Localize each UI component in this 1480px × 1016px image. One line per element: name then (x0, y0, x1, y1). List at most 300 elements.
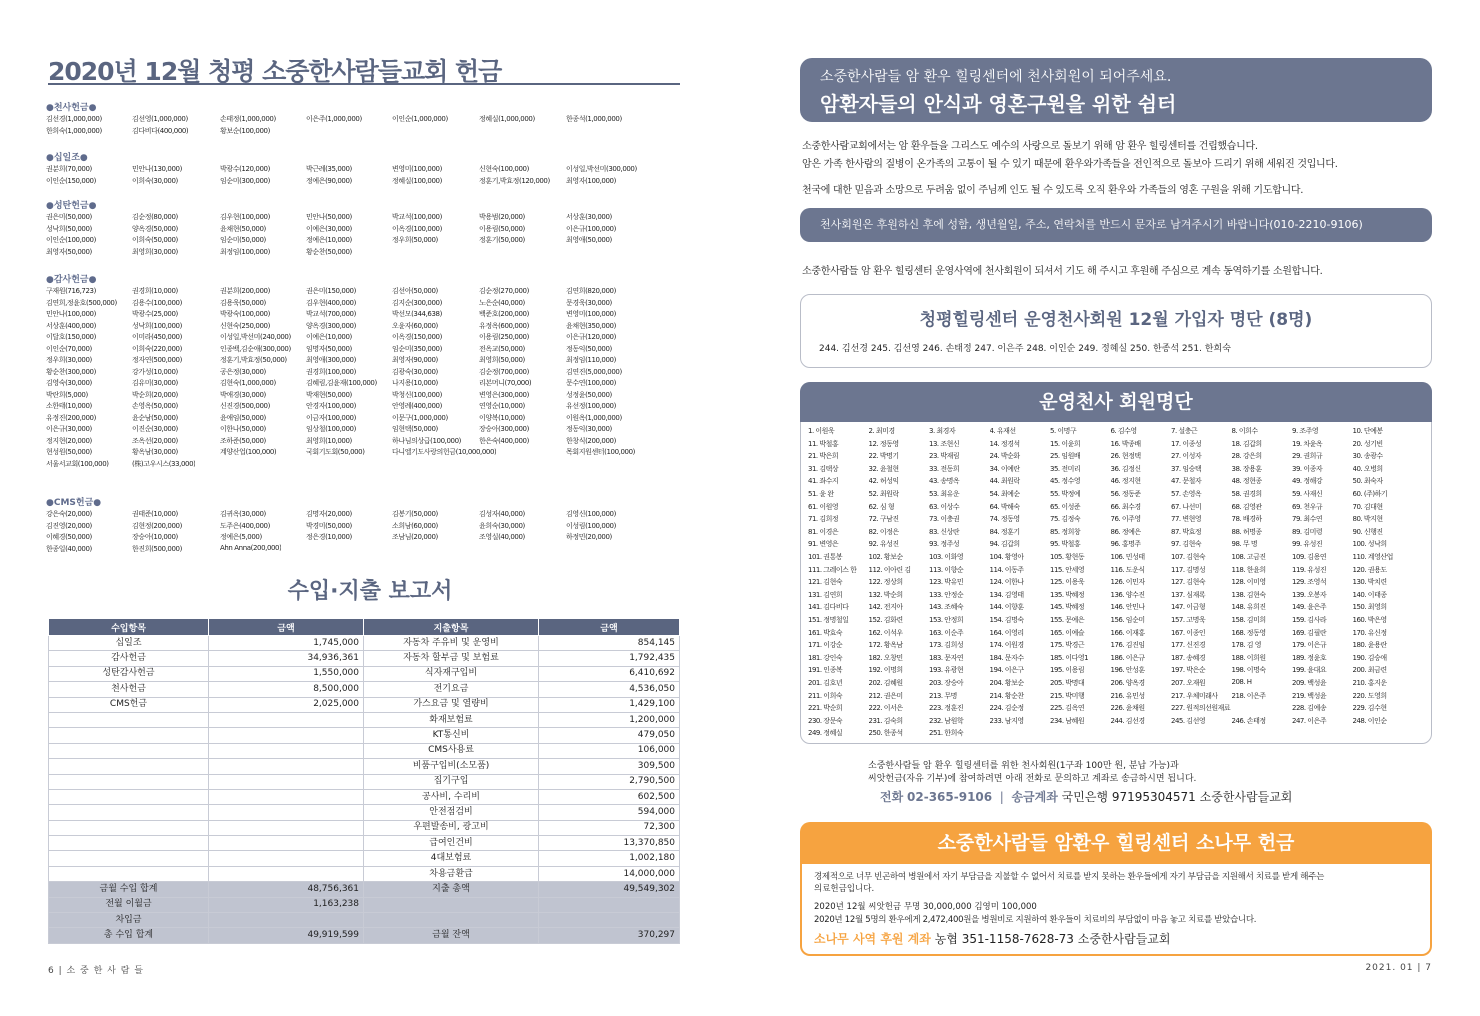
table-cell (539, 913, 680, 928)
member-entry: 173. 김희성 (929, 641, 964, 650)
member-entry: 171. 이강순 (808, 641, 843, 650)
table-cell: 1,550,000 (209, 666, 364, 681)
offering-entry: 한종일(40,000) (46, 544, 92, 553)
member-entry: 228. 김예송 (1292, 704, 1327, 713)
offering-entry: 양옥경(300,000) (306, 321, 356, 330)
table-cell (209, 805, 364, 820)
member-entry: 7. 설충근 (1171, 427, 1198, 435)
col-income-item: 수입항목 (49, 619, 209, 636)
member-entry: 109. 김용연 (1292, 553, 1327, 561)
offering-entry: 김성자(40,000) (479, 510, 525, 518)
offering-row (46, 378, 686, 389)
table-cell: 안전점검비 (364, 805, 539, 820)
table-cell: 34,936,361 (209, 651, 364, 666)
table-cell (49, 712, 209, 727)
member-entry: 123. 박유민 (929, 578, 964, 587)
member-entry: 58. 권경희 (1231, 490, 1262, 498)
offering-entry: 이은주(1,000,000) (306, 115, 362, 123)
member-entry: 246. 손태정 (1231, 716, 1266, 725)
offering-entry: 정훈기(50,000) (479, 236, 525, 244)
member-entry: 26. 현정택 (1110, 452, 1141, 461)
table-cell: 천사헌금 (49, 682, 209, 697)
offering-entry: 정혜실(1,000,000) (479, 115, 535, 123)
offering-entry: 권은미(150,000) (306, 287, 356, 295)
offering-category: ●성탄헌금● (46, 201, 97, 211)
offering-entry: 신현숙(250,000) (220, 321, 270, 330)
member-entry: 65. 이성준 (1050, 502, 1081, 511)
member-entry: 165. 이예슬 (1050, 628, 1085, 637)
offering-entry: 민안나(100,000) (46, 310, 96, 318)
member-entry: 234. 남혜원 (1050, 716, 1085, 725)
offering-entry: 한종석(1,000,000) (566, 115, 622, 123)
member-entry: 41. 좌수지 (808, 477, 839, 486)
offering-entry: 김연진(5,000,000) (566, 367, 622, 376)
member-entry: 37. 임승택 (1171, 464, 1202, 473)
table-row (49, 774, 680, 789)
offering-entry: 박순희(20,000) (132, 390, 178, 399)
offering-row (46, 309, 686, 320)
offering-entry: 김순정(80,000) (132, 213, 178, 221)
member-entry: 159. 김사라 (1292, 616, 1327, 624)
member-entry: 62. 심 형 (868, 502, 895, 511)
table-row (49, 882, 680, 897)
table-cell: 14,000,000 (539, 866, 680, 881)
offering-entry: 최영희(50,000) (479, 356, 525, 364)
member-entry: 21. 박은희 (808, 452, 839, 461)
offering-entry: 이용림(50,000) (479, 224, 525, 233)
member-entry: 105. 황현동 (1050, 553, 1085, 561)
offering-entry: 변영미(100,000) (392, 165, 442, 173)
table-cell (209, 866, 364, 881)
table-cell: 차용금환급 (364, 866, 539, 881)
col-expense-item: 지출항목 (364, 619, 539, 636)
offering-entry: 김광숙(30,000) (392, 367, 438, 376)
table-row (49, 928, 680, 943)
member-entry: 6. 김수영 (1110, 427, 1137, 435)
offering-entry: 이은규(100,000) (566, 224, 616, 233)
member-entry: 77. 변현영 (1171, 515, 1202, 524)
member-entry: 96. 홍명주 (1110, 540, 1141, 549)
offering-row (46, 224, 686, 235)
member-entry: 187. 송혜경 (1171, 653, 1206, 662)
member-entry: 130. 박치련 (1352, 578, 1387, 587)
offering-entry: 목회지원센터(100,000) (566, 448, 635, 456)
offering-entry: 박광수(120,000) (220, 165, 270, 173)
member-entry: 122. 정상희 (868, 578, 903, 587)
member-entry: 53. 최유운 (929, 490, 960, 498)
member-entry: 3. 최경자 (929, 427, 956, 435)
member-entry: 163. 이순주 (929, 628, 964, 637)
offering-entry: 서상훈(400,000) (46, 321, 96, 330)
member-entry: 70. 김대현 (1352, 502, 1383, 511)
table-cell: 십일조 (49, 636, 209, 651)
member-entry: 152. 김화련 (868, 616, 903, 624)
member-entry: 233. 남지영 (989, 716, 1024, 725)
offering-entry: 권경희(100,000) (306, 367, 356, 376)
member-entry: 189. 정윤호 (1292, 653, 1327, 662)
contact-line (880, 788, 1292, 805)
member-entry: 210. 홍지운 (1352, 679, 1387, 687)
table-cell: 8,500,000 (209, 682, 364, 697)
offering-entry: 문경욱(30,000) (566, 298, 612, 307)
member-entry: 140. 이태종 (1352, 590, 1387, 599)
offering-entry: 김유미(30,000) (132, 379, 178, 387)
member-entry: 135. 박혜정 (1050, 590, 1085, 599)
offering-entry: 이예은(10,000) (306, 333, 352, 341)
table-cell: 가스요금 및 열량비 (364, 697, 539, 712)
member-entry: 67. 나선미 (1171, 502, 1202, 511)
offering-entry: 최영희(10,000) (306, 436, 352, 445)
offering-entry: 윤채현(50,000) (220, 224, 266, 233)
offering-row (46, 114, 686, 125)
table-cell: 1,002,180 (539, 851, 680, 866)
member-entry: 73. 이충권 (929, 515, 960, 524)
offering-entry: 인종백,김순애(300,000) (220, 344, 291, 353)
offering-entry: 손태정(1,000,000) (220, 115, 276, 123)
member-entry: 72. 구남진 (868, 515, 899, 524)
member-entry: 23. 박재림 (929, 452, 960, 461)
account-number: 국민은행 97195304571 소중한사람들교회 (1061, 790, 1293, 804)
offering-entry: 황순찬(300,000) (46, 367, 96, 376)
member-entry: 14. 정경석 (989, 439, 1020, 448)
offering-entry: 정은경(10,000) (306, 533, 352, 541)
member-entry: 217. 우체미래사 (1171, 691, 1218, 700)
table-cell: 전월 이월금 (49, 897, 209, 912)
member-entry: 32. 윤철현 (868, 464, 899, 473)
member-entry: 149. 윤은주 (1292, 603, 1327, 612)
table-cell: 1,792,435 (539, 651, 680, 666)
member-entry: 204. 황보순 (989, 679, 1024, 687)
offering-row (46, 212, 686, 223)
table-cell: 자동차 주유비 및 운영비 (364, 636, 539, 651)
member-entry: 22. 박명기 (868, 452, 899, 461)
member-entry: 121. 김현숙 (808, 578, 843, 587)
member-entry: 50. 최숙자 (1352, 477, 1383, 486)
offering-entry: 이달호(150,000) (46, 333, 96, 341)
table-row (49, 866, 680, 881)
offering-entry: 신진경(500,000) (220, 402, 270, 410)
member-entry: 193. 유광현 (929, 666, 964, 675)
offering-entry: 김연희(820,000) (566, 287, 616, 295)
offering-entry: 최영애(300,000) (306, 356, 356, 364)
phone-label: 전화 (880, 790, 904, 804)
table-cell: 2,790,500 (539, 774, 680, 789)
new-members-title: 청평힐링센터 운영천사회원 12월 가입자 명단 (8명) (919, 310, 1313, 330)
offering-entry: 유선정(100,000) (566, 402, 616, 410)
offering-entry: 연영순(10,000) (479, 402, 525, 410)
table-row (49, 636, 680, 651)
offering-row (46, 424, 686, 435)
member-entry: 38. 장용훈 (1231, 464, 1262, 473)
offering-entry: 정자연(500,000) (132, 356, 182, 364)
member-entry: 108. 고금진 (1231, 553, 1266, 561)
member-entry: 103. 이화영 (929, 553, 964, 561)
member-entry: 60. (주)하기 (1352, 490, 1388, 498)
member-entry: 40. 오병희 (1352, 464, 1383, 473)
table-row (49, 728, 680, 743)
account-text-1: 소중한사람들 암 환우 힐링센터를 위한 천사회원(1구좌 100만 원, 분납 가능)과 (868, 761, 1179, 771)
member-entry: 133. 안정순 (929, 590, 964, 599)
offering-entry: 문수연(100,000) (566, 379, 616, 387)
table-cell (209, 789, 364, 804)
offering-entry: 박용범(20,000) (479, 213, 525, 221)
member-entry: 17. 이종성 (1171, 439, 1202, 448)
member-entry: 215. 박미행 (1050, 691, 1085, 700)
member-entry: 54. 최예순 (989, 490, 1020, 498)
offering-entry: 황옥남(30,000) (132, 448, 178, 456)
member-entry: 175. 박경근 (1050, 641, 1085, 650)
offering-row (46, 544, 686, 555)
member-entry: 84. 정훈기 (989, 527, 1020, 536)
offering-entry: 김연희,정윤호(500,000) (46, 298, 117, 307)
offering-row (46, 247, 686, 258)
member-entry: 180. 윤용란 (1352, 641, 1387, 650)
offering-entry: 박광수(25,000) (132, 310, 178, 318)
offering-entry: 조옥선(20,000) (132, 436, 178, 445)
offering-entry: 김용수(100,000) (132, 298, 182, 307)
member-entry: 102. 황보순 (868, 553, 903, 561)
offering-entry: 황순찬(50,000) (306, 247, 352, 256)
offering-entry: 박재현(50,000) (306, 390, 352, 399)
member-entry: 92. 유성진 (868, 540, 899, 549)
member-entry: 97. 김현숙 (1171, 540, 1202, 549)
member-entry: 244. 김선경 (1110, 716, 1145, 725)
member-entry: 68. 김영관 (1231, 502, 1262, 511)
member-entry: 79. 최수연 (1292, 515, 1323, 524)
phone-number: 02-365-9106 (907, 790, 993, 804)
member-entry: 128. 이미영 (1231, 578, 1266, 587)
table-cell: 602,500 (539, 789, 680, 804)
table-cell (209, 728, 364, 743)
table-cell (539, 897, 680, 912)
member-entry: 39. 이종자 (1292, 464, 1323, 473)
offering-entry: 정혜실(100,000) (392, 176, 442, 185)
table-cell: 지출 총액 (364, 882, 539, 897)
offering-row (46, 355, 686, 366)
offering-entry: 박교석(700,000) (306, 310, 356, 318)
member-entry: 59. 사재신 (1292, 490, 1323, 498)
offering-entry: 강가성(10,000) (132, 367, 178, 376)
member-entry: 95. 박철홍 (1050, 540, 1081, 549)
member-entry: 227. 원적의선원재료 (1171, 704, 1231, 713)
member-entry: 110. 계영산업 (1352, 553, 1393, 561)
table-cell: 48,756,361 (209, 882, 364, 897)
member-entry: 162. 이석우 (868, 628, 903, 637)
member-entry: 166. 이재홍 (1110, 628, 1145, 637)
offering-entry: 정우희(50,000) (392, 236, 438, 244)
member-entry: 20. 성기빈 (1352, 439, 1383, 448)
offering-entry: 김순정(270,000) (479, 287, 529, 295)
offering-entry: 정동익(30,000) (566, 425, 612, 433)
offering-row (46, 164, 686, 175)
member-entry: 185. 이다영1 (1050, 653, 1089, 662)
member-entry: 205. 박명대 (1050, 679, 1085, 687)
table-cell: 4대보험료 (364, 851, 539, 866)
member-entry: 27. 이성자 (1171, 452, 1202, 461)
table-cell: 49,919,599 (209, 928, 364, 943)
offering-entry: 김우현(100,000) (220, 213, 270, 221)
member-entry: 142. 전지아 (868, 603, 903, 612)
offering-entry: 최영자(50,000) (46, 247, 92, 256)
member-entry: 90. 신행진 (1352, 527, 1383, 536)
offering-entry: 한은숙(400,000) (479, 436, 529, 445)
offering-entry: 박경미(50,000) (306, 521, 352, 530)
member-entry: 134. 김영태 (989, 590, 1024, 599)
offering-category: ●천사헌금● (46, 103, 97, 113)
offering-entry: 이인순(100,000) (46, 236, 96, 244)
member-entry: 195. 이용림 (1050, 666, 1085, 675)
offering-entry: 김혜림,김윤재(100,000) (306, 379, 377, 387)
member-entry: 118. 한윤희 (1231, 565, 1266, 574)
member-entry: 82. 이정은 (868, 527, 899, 536)
member-entry: 44. 최원락 (989, 477, 1020, 486)
member-entry: 168. 정동영 (1231, 628, 1266, 637)
col-income-amount: 금액 (209, 619, 364, 636)
member-entry: 213. 무명 (929, 691, 957, 700)
member-entry: 51. 윤 완 (808, 490, 834, 498)
table-row (49, 697, 680, 712)
member-entry: 1. 이원욱 (808, 427, 835, 435)
offering-entry: 이성림(100,000) (566, 521, 616, 530)
table-cell: 화재보험료 (364, 712, 539, 727)
member-entry: 117. 김명성 (1171, 565, 1206, 574)
offering-entry: 김현정(200,000) (132, 521, 182, 530)
offering-entry: 공은정(30,000) (220, 367, 266, 376)
member-entry: 16. 박종배 (1110, 439, 1141, 448)
table-cell: 총 수입 합계 (49, 928, 209, 943)
member-entry: 129. 조영석 (1292, 578, 1327, 587)
table-row (49, 743, 680, 758)
table-cell (209, 820, 364, 835)
member-entry: 186. 이은규 (1110, 653, 1145, 662)
offering-category: ●CMS헌금● (46, 498, 102, 508)
offering-entry: 안영례(400,000) (392, 402, 442, 410)
offering-entry: 김명자(20,000) (306, 510, 352, 518)
member-entry: 194. 이은구 (989, 666, 1024, 675)
member-entry: 157. 고명욱 (1171, 616, 1206, 624)
member-entry: 11. 박철홍 (808, 439, 839, 448)
page-footer-right: 2021. 01 | 7 (1365, 963, 1432, 973)
offering-entry: 박근례(35,000) (306, 165, 352, 173)
offering-entry: 이성일,박선미(300,000) (566, 165, 637, 173)
offering-entry: 최영희(30,000) (132, 247, 178, 256)
member-entry: 211. 이희숙 (808, 691, 843, 700)
member-entry: 148. 유희진 (1231, 603, 1266, 612)
member-entry: 178. 김 영 (1231, 641, 1262, 650)
sonamu-title: 소중한사람들 암환우 힐링센터 소나무 헌금 (800, 822, 1432, 864)
member-entry: 199. 윤대요 (1292, 666, 1327, 675)
table-row (49, 805, 680, 820)
offering-entry: 정우희(30,000) (46, 356, 92, 364)
offering-entry: 김진영(20,000) (46, 521, 92, 530)
offering-entry: 전옥교(50,000) (479, 344, 525, 353)
intro-text-2: 암은 가족 한사람의 질병이 온가족의 고통이 될 수 있기 때문에 환우와가족들을 전인적으로 돌보아 드리기 위해 세워진 것입니다. (802, 159, 1338, 170)
table-row (49, 851, 680, 866)
member-entry: 83. 신상란 (929, 527, 960, 536)
member-entry: 251. 한희숙 (929, 729, 964, 738)
offering-entry: 소한태(10,000) (46, 402, 92, 410)
member-entry: 63. 이상수 (929, 502, 960, 511)
offering-entry: 박청신(100,000) (392, 390, 442, 399)
offering-row (46, 286, 686, 297)
sonamu-text-4: 2020년 12월 5명의 환우에게 2,472,400원을 병원비로 지원하여 환우들이 치료비의 부담없이 마음 놓고 치료를 받았습니다. (814, 915, 1257, 925)
offering-entry: 이희숙(30,000) (132, 176, 178, 185)
table-cell (209, 913, 364, 928)
offering-entry: 김선영(1,000,000) (132, 115, 188, 123)
member-entry: 153. 안정희 (929, 616, 964, 624)
table-cell (209, 851, 364, 866)
title-divider (48, 83, 680, 85)
member-entry: 156. 임순미 (1110, 616, 1145, 624)
member-entry: 47. 문철자 (1171, 477, 1202, 486)
table-cell: 72,300 (539, 820, 680, 835)
offering-entry: 김봉기(50,000) (392, 510, 438, 518)
offering-category: ●십일조● (46, 153, 88, 163)
member-entry: 98. 무 명 (1231, 540, 1258, 549)
offering-entry: 도주은(400,000) (220, 521, 270, 530)
member-entry: 78. 배경하 (1231, 515, 1262, 524)
table-cell: 감사헌금 (49, 651, 209, 666)
member-entry: 176. 김진임 (1110, 641, 1145, 650)
intro-text-4: 소중한사람들 암 환우 힐링센터 운영사역에 천사회원이 되셔서 기도 해 주시고 후원해 주심으로 계속 동역하기를 소원합니다. (802, 266, 1323, 277)
member-entry: 220. 도영희 (1352, 691, 1387, 700)
separator: | (995, 790, 1008, 804)
sonamu-text-2: 의료헌금입니다. (814, 884, 875, 894)
offering-entry: 계양산업(100,000) (220, 448, 277, 456)
member-entry: 212. 권은미 (868, 691, 903, 700)
offering-entry: 정지현(20,000) (46, 436, 92, 445)
member-entry: 167. 이종인 (1171, 628, 1206, 637)
table-cell: 6,410,692 (539, 666, 680, 681)
member-entry: 181. 강인숙 (808, 653, 843, 662)
table-cell: 비품구입비(소모품) (364, 759, 539, 774)
member-entry: 64. 박해숙 (989, 502, 1020, 511)
table-cell (364, 897, 539, 912)
offering-entry: 조남님(20,000) (392, 533, 438, 541)
table-row (49, 759, 680, 774)
member-entry: 147. 이금형 (1171, 603, 1206, 612)
offering-entry: 백준호(200,000) (479, 310, 529, 318)
member-entry: 10. 단예봉 (1352, 427, 1383, 435)
offering-entry: 국회기도회(50,000) (306, 448, 365, 456)
member-entry: 245. 김선영 (1171, 716, 1206, 725)
table-cell (49, 866, 209, 881)
member-entry: 200. 최금련 (1352, 666, 1387, 675)
member-entry: 46. 정지현 (1110, 477, 1141, 486)
offering-entry: 장승아(10,000) (132, 533, 178, 541)
offering-entry: 하정민(20,000) (566, 533, 612, 541)
table-cell: 49,549,302 (539, 882, 680, 897)
sonamu-account: 농협 351-1158-7628-73 소중한사람들교회 (934, 932, 1171, 946)
table-row (49, 666, 680, 681)
offering-entry: 안경자(100,000) (306, 402, 356, 410)
table-cell: 1,429,100 (539, 697, 680, 712)
member-entry: 177. 신진경 (1171, 641, 1206, 650)
offering-entry: 정예은(5,000) (220, 533, 262, 541)
table-row (49, 897, 680, 912)
member-entry: 69. 천우규 (1292, 502, 1323, 511)
table-cell: 성탄감사헌금 (49, 666, 209, 681)
member-entry: 155. 문예은 (1050, 616, 1085, 624)
table-cell: 479,050 (539, 728, 680, 743)
member-entry: 31. 김택상 (808, 464, 839, 473)
offering-entry: 정훈기,박효정(50,000) (220, 356, 287, 364)
angel-banner (800, 58, 1432, 122)
table-cell (49, 820, 209, 835)
offering-entry: 강은숙(20,000) (46, 510, 92, 518)
member-entry: 141. 김다비다 (808, 603, 849, 612)
member-entry: 55. 박정예 (1050, 490, 1081, 498)
